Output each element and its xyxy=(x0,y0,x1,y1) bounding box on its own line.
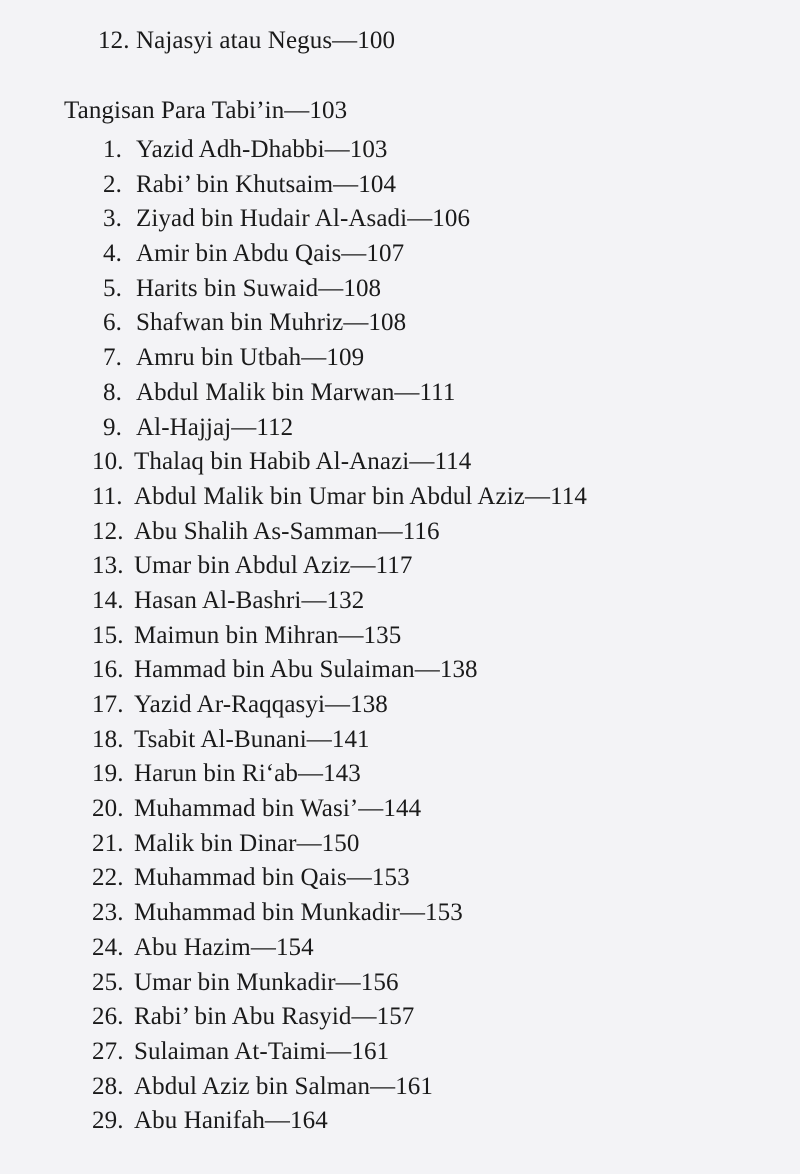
toc-entry-number: 5. xyxy=(103,274,122,302)
toc-entry-text: Muhammad bin Munkadir—153 xyxy=(134,899,463,927)
toc-entry xyxy=(92,653,587,688)
toc-entry-number: 14. xyxy=(92,586,124,614)
toc-entry-number: 28. xyxy=(92,1072,124,1100)
toc-entry xyxy=(92,202,587,237)
toc-entry-number: 6. xyxy=(103,309,122,337)
toc-entry xyxy=(92,237,587,272)
toc-entry xyxy=(92,584,587,619)
toc-entry-text: Rabi’ bin Khutsaim—104 xyxy=(136,170,397,198)
toc-entry-number: 24. xyxy=(92,933,124,961)
toc-entry-text: Sulaiman At-Taimi—161 xyxy=(134,1037,390,1065)
toc-entry-text: Amru bin Utbah—109 xyxy=(136,344,365,372)
toc-entry xyxy=(92,619,587,654)
toc-entry xyxy=(92,515,587,550)
toc-entry xyxy=(92,827,587,862)
toc-entry-text: Hasan Al-Bashri—132 xyxy=(134,586,365,614)
toc-entry-text: Yazid Adh-Dhabbi—103 xyxy=(136,136,388,163)
toc-entry xyxy=(92,376,587,411)
toc-entry-text: Maimun bin Mihran—135 xyxy=(134,621,402,649)
toc-entry-text: Harits bin Suwaid—108 xyxy=(136,274,382,302)
toc-entry-number: 16. xyxy=(92,656,124,684)
toc-entry-number: 13. xyxy=(92,552,124,580)
toc-entry-text: Shafwan bin Muhriz—108 xyxy=(136,309,407,337)
toc-entry-number: 21. xyxy=(92,829,124,857)
toc-entry-number: 4. xyxy=(103,240,122,268)
toc-entry xyxy=(92,272,587,307)
toc-entry-number: 26. xyxy=(92,1003,124,1031)
toc-entry-number: 29. xyxy=(92,1107,124,1135)
toc-entry xyxy=(92,1104,587,1139)
toc-entry-number: 19. xyxy=(92,760,124,788)
toc-entry-text: Umar bin Munkadir—156 xyxy=(134,968,399,996)
toc-entry-text: Abdul Aziz bin Salman—161 xyxy=(134,1072,433,1100)
toc-entry xyxy=(92,792,587,827)
toc-entry-number: 17. xyxy=(92,691,124,718)
toc-entry-number: 1. xyxy=(103,136,122,163)
toc-entry xyxy=(92,306,587,341)
toc-entry-number: 23. xyxy=(92,899,124,927)
toc-entry-text: Yazid Ar-Raqqasyi—138 xyxy=(134,691,388,718)
toc-entry-number: 12. xyxy=(98,27,130,54)
toc-entry-number: 18. xyxy=(92,725,124,753)
toc-entry-number: 15. xyxy=(92,621,124,649)
toc-entry xyxy=(92,688,587,723)
toc-entry-text: Ziyad bin Hudair Al-Asadi—106 xyxy=(136,205,471,233)
toc-entry xyxy=(92,1070,587,1105)
toc-entry-number: 2. xyxy=(103,170,122,198)
toc-entry-text: Muhammad bin Wasi’—144 xyxy=(134,795,422,823)
toc-entry-number: 7. xyxy=(103,344,122,372)
toc-entry-number: 27. xyxy=(92,1037,124,1065)
toc-entry xyxy=(92,966,587,1001)
toc-entry-number: 3. xyxy=(103,205,122,233)
toc-entry-number: 10. xyxy=(92,448,124,476)
toc-entry xyxy=(92,896,587,931)
toc-entry xyxy=(92,723,587,758)
toc-entry xyxy=(92,341,587,376)
toc-entry-text: Harun bin Ri‘ab—143 xyxy=(134,760,361,788)
toc-entry-text: Rabi’ bin Abu Rasyid—157 xyxy=(134,1003,415,1031)
toc-entry-text: Abu Hanifah—164 xyxy=(134,1107,328,1135)
toc-entry-text: Amir bin Abdu Qais—107 xyxy=(136,240,405,268)
toc-entry-text: Al-Hajjaj—112 xyxy=(136,413,294,441)
toc-entry xyxy=(92,1000,587,1035)
toc-entry-number: 25. xyxy=(92,968,124,996)
toc-entry-text: Abu Shalih As-Samman—116 xyxy=(134,517,440,545)
toc-entry xyxy=(92,133,587,168)
toc-entry xyxy=(92,931,587,966)
toc-entry-text: Abdul Malik bin Umar bin Abdul Aziz—114 xyxy=(134,482,587,510)
toc-entry xyxy=(92,549,587,584)
toc-entry-number: 20. xyxy=(92,795,124,823)
toc-entry-number: 11. xyxy=(92,482,123,510)
toc-entry xyxy=(92,168,587,203)
toc-entry-text: Abdul Malik bin Marwan—111 xyxy=(136,378,456,406)
toc-entry-text: Muhammad bin Qais—153 xyxy=(134,864,410,892)
toc-entry-text: Umar bin Abdul Aziz—117 xyxy=(134,552,413,580)
toc-entry-text: Thalaq bin Habib Al-Anazi—114 xyxy=(134,448,472,476)
section-heading: Tangisan Para Tabi’in—103 xyxy=(64,97,348,124)
toc-entry xyxy=(92,480,587,515)
toc-entry xyxy=(92,445,587,480)
toc-entry-number: 9. xyxy=(103,413,122,441)
toc-entry-number: 12. xyxy=(92,517,124,545)
toc-entry xyxy=(92,757,587,792)
toc-entry xyxy=(92,1035,587,1070)
toc-entry-number: 8. xyxy=(103,378,122,406)
toc-entry-text: Najasyi atau Negus—100 xyxy=(136,27,396,54)
toc-entry xyxy=(98,24,395,58)
toc-list xyxy=(0,133,587,1139)
toc-entry-text: Abu Hazim—154 xyxy=(134,933,314,961)
toc-entry-text: Tsabit Al-Bunani—141 xyxy=(134,725,370,753)
toc-entry xyxy=(92,411,587,446)
toc-entry-number: 22. xyxy=(92,864,124,892)
toc-entry-text: Hammad bin Abu Sulaiman—138 xyxy=(134,656,478,684)
toc-entry xyxy=(92,861,587,896)
toc-entry-text: Malik bin Dinar—150 xyxy=(134,829,360,857)
